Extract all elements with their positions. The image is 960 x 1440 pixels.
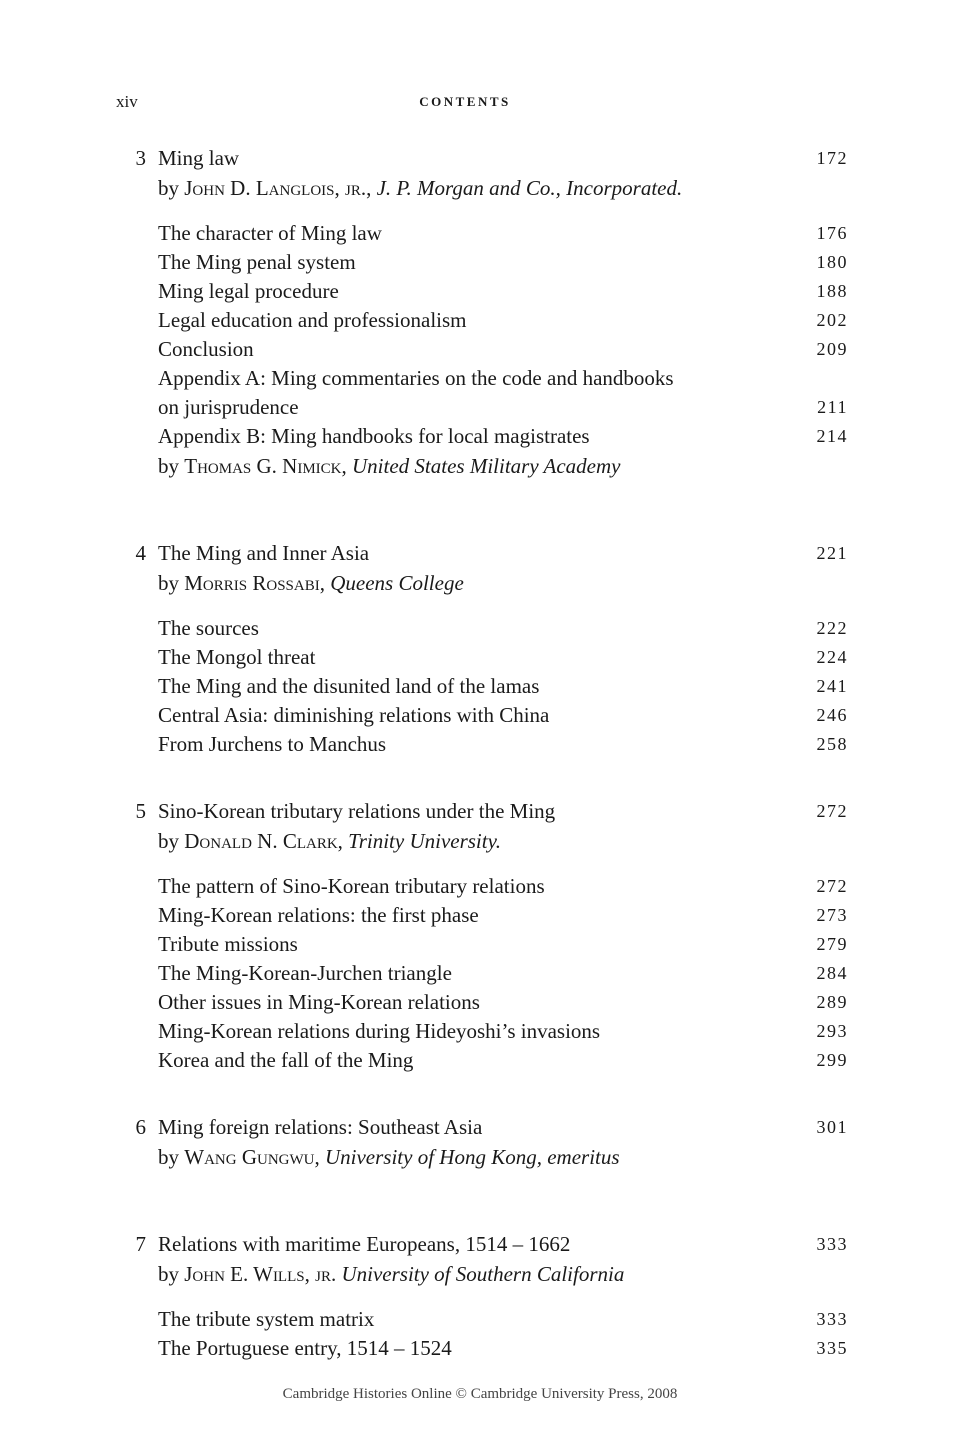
section-title: The Ming penal system <box>158 250 356 274</box>
chapter-heading-row <box>0 1113 960 1142</box>
toc-entry <box>0 277 960 306</box>
toc-entry <box>0 335 960 364</box>
chapter-3 <box>0 144 960 481</box>
chapter-7 <box>0 1230 960 1363</box>
toc-entry <box>0 701 960 730</box>
byline-prefix: by <box>158 454 185 478</box>
section-title: Central Asia: diminishing relations with China <box>158 703 550 727</box>
chapter-heading-row <box>0 539 960 568</box>
chapter-number: 6 <box>135 1115 146 1139</box>
section-title: Ming-Korean relations: the first phase <box>158 903 479 927</box>
chapter-heading-row <box>0 1230 960 1259</box>
author-affiliation: University of Hong Kong, emeritus <box>324 1145 620 1169</box>
author-name: Morris Rossabi, <box>184 571 325 595</box>
section-title: Other issues in Ming-Korean relations <box>158 990 480 1014</box>
chapter-4 <box>0 539 960 759</box>
section-page-number: 289 <box>816 992 848 1012</box>
section-title: Appendix B: Ming handbooks for local magistrates <box>158 424 590 448</box>
toc-entry <box>0 1017 960 1046</box>
section-page-number: 299 <box>816 1050 848 1070</box>
chapter-number: 4 <box>135 541 146 565</box>
author-affiliation: University of Southern California <box>341 1262 625 1286</box>
section-page-number: 293 <box>816 1021 848 1041</box>
section-title: Appendix A: Ming commentaries on the code and handbooks <box>158 366 674 390</box>
section-title: Legal education and professionalism <box>158 308 467 332</box>
section-title: The Ming and the disunited land of the lamas <box>158 674 540 698</box>
toc-entry <box>0 248 960 277</box>
author-affiliation: J. P. Morgan and Co., Incorporated. <box>376 176 683 200</box>
chapter-6 <box>0 1113 960 1172</box>
section-title: Tribute missions <box>158 932 298 956</box>
section-title: The tribute system matrix <box>158 1307 375 1331</box>
section-page-number: 211 <box>817 397 848 417</box>
copyright-footer: Cambridge Histories Online © Cambridge University Press, 2008 <box>282 1386 678 1402</box>
running-title: CONTENTS <box>419 94 511 109</box>
section-list <box>0 1305 960 1363</box>
author-name: Wang Gungwu, <box>184 1145 320 1169</box>
section-page-number: 335 <box>816 1338 848 1358</box>
toc-entry <box>0 643 960 672</box>
author-affiliation: United States Military Academy <box>352 454 621 478</box>
section-title: From Jurchens to Manchus <box>158 732 387 756</box>
toc-entry <box>0 930 960 959</box>
chapter-title: Ming law <box>158 146 240 170</box>
chapter-page-number: 333 <box>816 1234 848 1254</box>
section-list <box>0 614 960 759</box>
section-title: The character of Ming law <box>158 221 382 245</box>
byline-prefix: by <box>158 1145 185 1169</box>
chapter-title: Sino-Korean tributary relations under the Ming <box>158 799 556 823</box>
chapter-page-number: 172 <box>816 148 848 168</box>
chapter-title: Relations with maritime Europeans, 1514 – 1662 <box>158 1232 571 1256</box>
section-page-number: 224 <box>816 647 848 667</box>
chapter-byline <box>0 568 960 598</box>
chapter-page-number: 301 <box>816 1117 848 1137</box>
section-page-number: 222 <box>816 618 848 638</box>
toc-entry <box>0 219 960 248</box>
section-title: Korea and the fall of the Ming <box>158 1048 414 1072</box>
author-affiliation: Trinity University. <box>348 829 502 853</box>
section-page-number: 279 <box>816 934 848 954</box>
toc-entry <box>0 306 960 335</box>
section-title: The pattern of Sino-Korean tributary relations <box>158 874 545 898</box>
section-title: The Portuguese entry, 1514 – 1524 <box>158 1336 452 1360</box>
chapter-heading-row <box>0 144 960 173</box>
chapter-byline <box>0 826 960 856</box>
section-title: on jurisprudence <box>158 395 299 419</box>
chapter-title: The Ming and Inner Asia <box>158 541 370 565</box>
section-title: The sources <box>158 616 259 640</box>
page-folio: xiv <box>116 92 138 111</box>
byline-prefix: by <box>158 176 185 200</box>
toc-entry <box>0 988 960 1017</box>
section-page-number: 209 <box>816 339 848 359</box>
chapter-byline <box>0 1259 960 1289</box>
section-page-number: 272 <box>816 876 848 896</box>
section-title: Conclusion <box>158 337 254 361</box>
chapter-byline <box>0 173 960 203</box>
section-title: The Ming-Korean-Jurchen triangle <box>158 961 452 985</box>
chapter-title: Ming foreign relations: Southeast Asia <box>158 1115 483 1139</box>
toc-entry <box>0 1046 960 1075</box>
section-title: The Mongol threat <box>158 645 316 669</box>
section-page-number: 241 <box>816 676 848 696</box>
chapter-byline <box>0 1142 960 1172</box>
section-page-number: 333 <box>816 1309 848 1329</box>
author-name: John D. Langlois, jr., <box>184 176 372 200</box>
toc-entry <box>0 614 960 643</box>
toc-entry <box>0 672 960 701</box>
section-page-number: 188 <box>816 281 848 301</box>
section-page-number: 176 <box>816 223 848 243</box>
section-page-number: 246 <box>816 705 848 725</box>
toc-entry <box>0 1305 960 1334</box>
section-page-number: 214 <box>816 426 848 446</box>
table-of-contents <box>0 144 960 1363</box>
byline-prefix: by <box>158 571 185 595</box>
section-page-number: 180 <box>816 252 848 272</box>
toc-entry <box>0 393 960 422</box>
section-list <box>0 872 960 1075</box>
toc-entry <box>0 1334 960 1363</box>
section-title: Ming legal procedure <box>158 279 339 303</box>
chapter-5 <box>0 797 960 1075</box>
chapter-number: 3 <box>135 146 146 170</box>
chapter-number: 5 <box>135 799 146 823</box>
toc-entry <box>0 422 960 451</box>
section-page-number: 202 <box>816 310 848 330</box>
section-page-number: 284 <box>816 963 848 983</box>
section-list <box>0 219 960 481</box>
toc-entry <box>0 364 960 393</box>
chapter-heading-row <box>0 797 960 826</box>
toc-entry <box>0 730 960 759</box>
section-title: Ming-Korean relations during Hideyoshi’s invasions <box>158 1019 601 1043</box>
page-header <box>0 92 960 116</box>
author-name: Donald N. Clark, <box>184 829 343 853</box>
byline-prefix: by <box>158 1262 185 1286</box>
chapter-page-number: 272 <box>816 801 848 821</box>
chapter-page-number: 221 <box>816 543 848 563</box>
byline-prefix: by <box>158 829 185 853</box>
toc-entry <box>0 901 960 930</box>
chapter-number: 7 <box>135 1232 146 1256</box>
toc-entry <box>0 872 960 901</box>
toc-entry <box>0 959 960 988</box>
author-affiliation: Queens College <box>330 571 464 595</box>
section-page-number: 258 <box>816 734 848 754</box>
section-byline <box>0 451 960 481</box>
author-name: John E. Wills, jr. <box>184 1262 337 1286</box>
author-name: Thomas G. Nimick, <box>184 454 347 478</box>
section-page-number: 273 <box>816 905 848 925</box>
